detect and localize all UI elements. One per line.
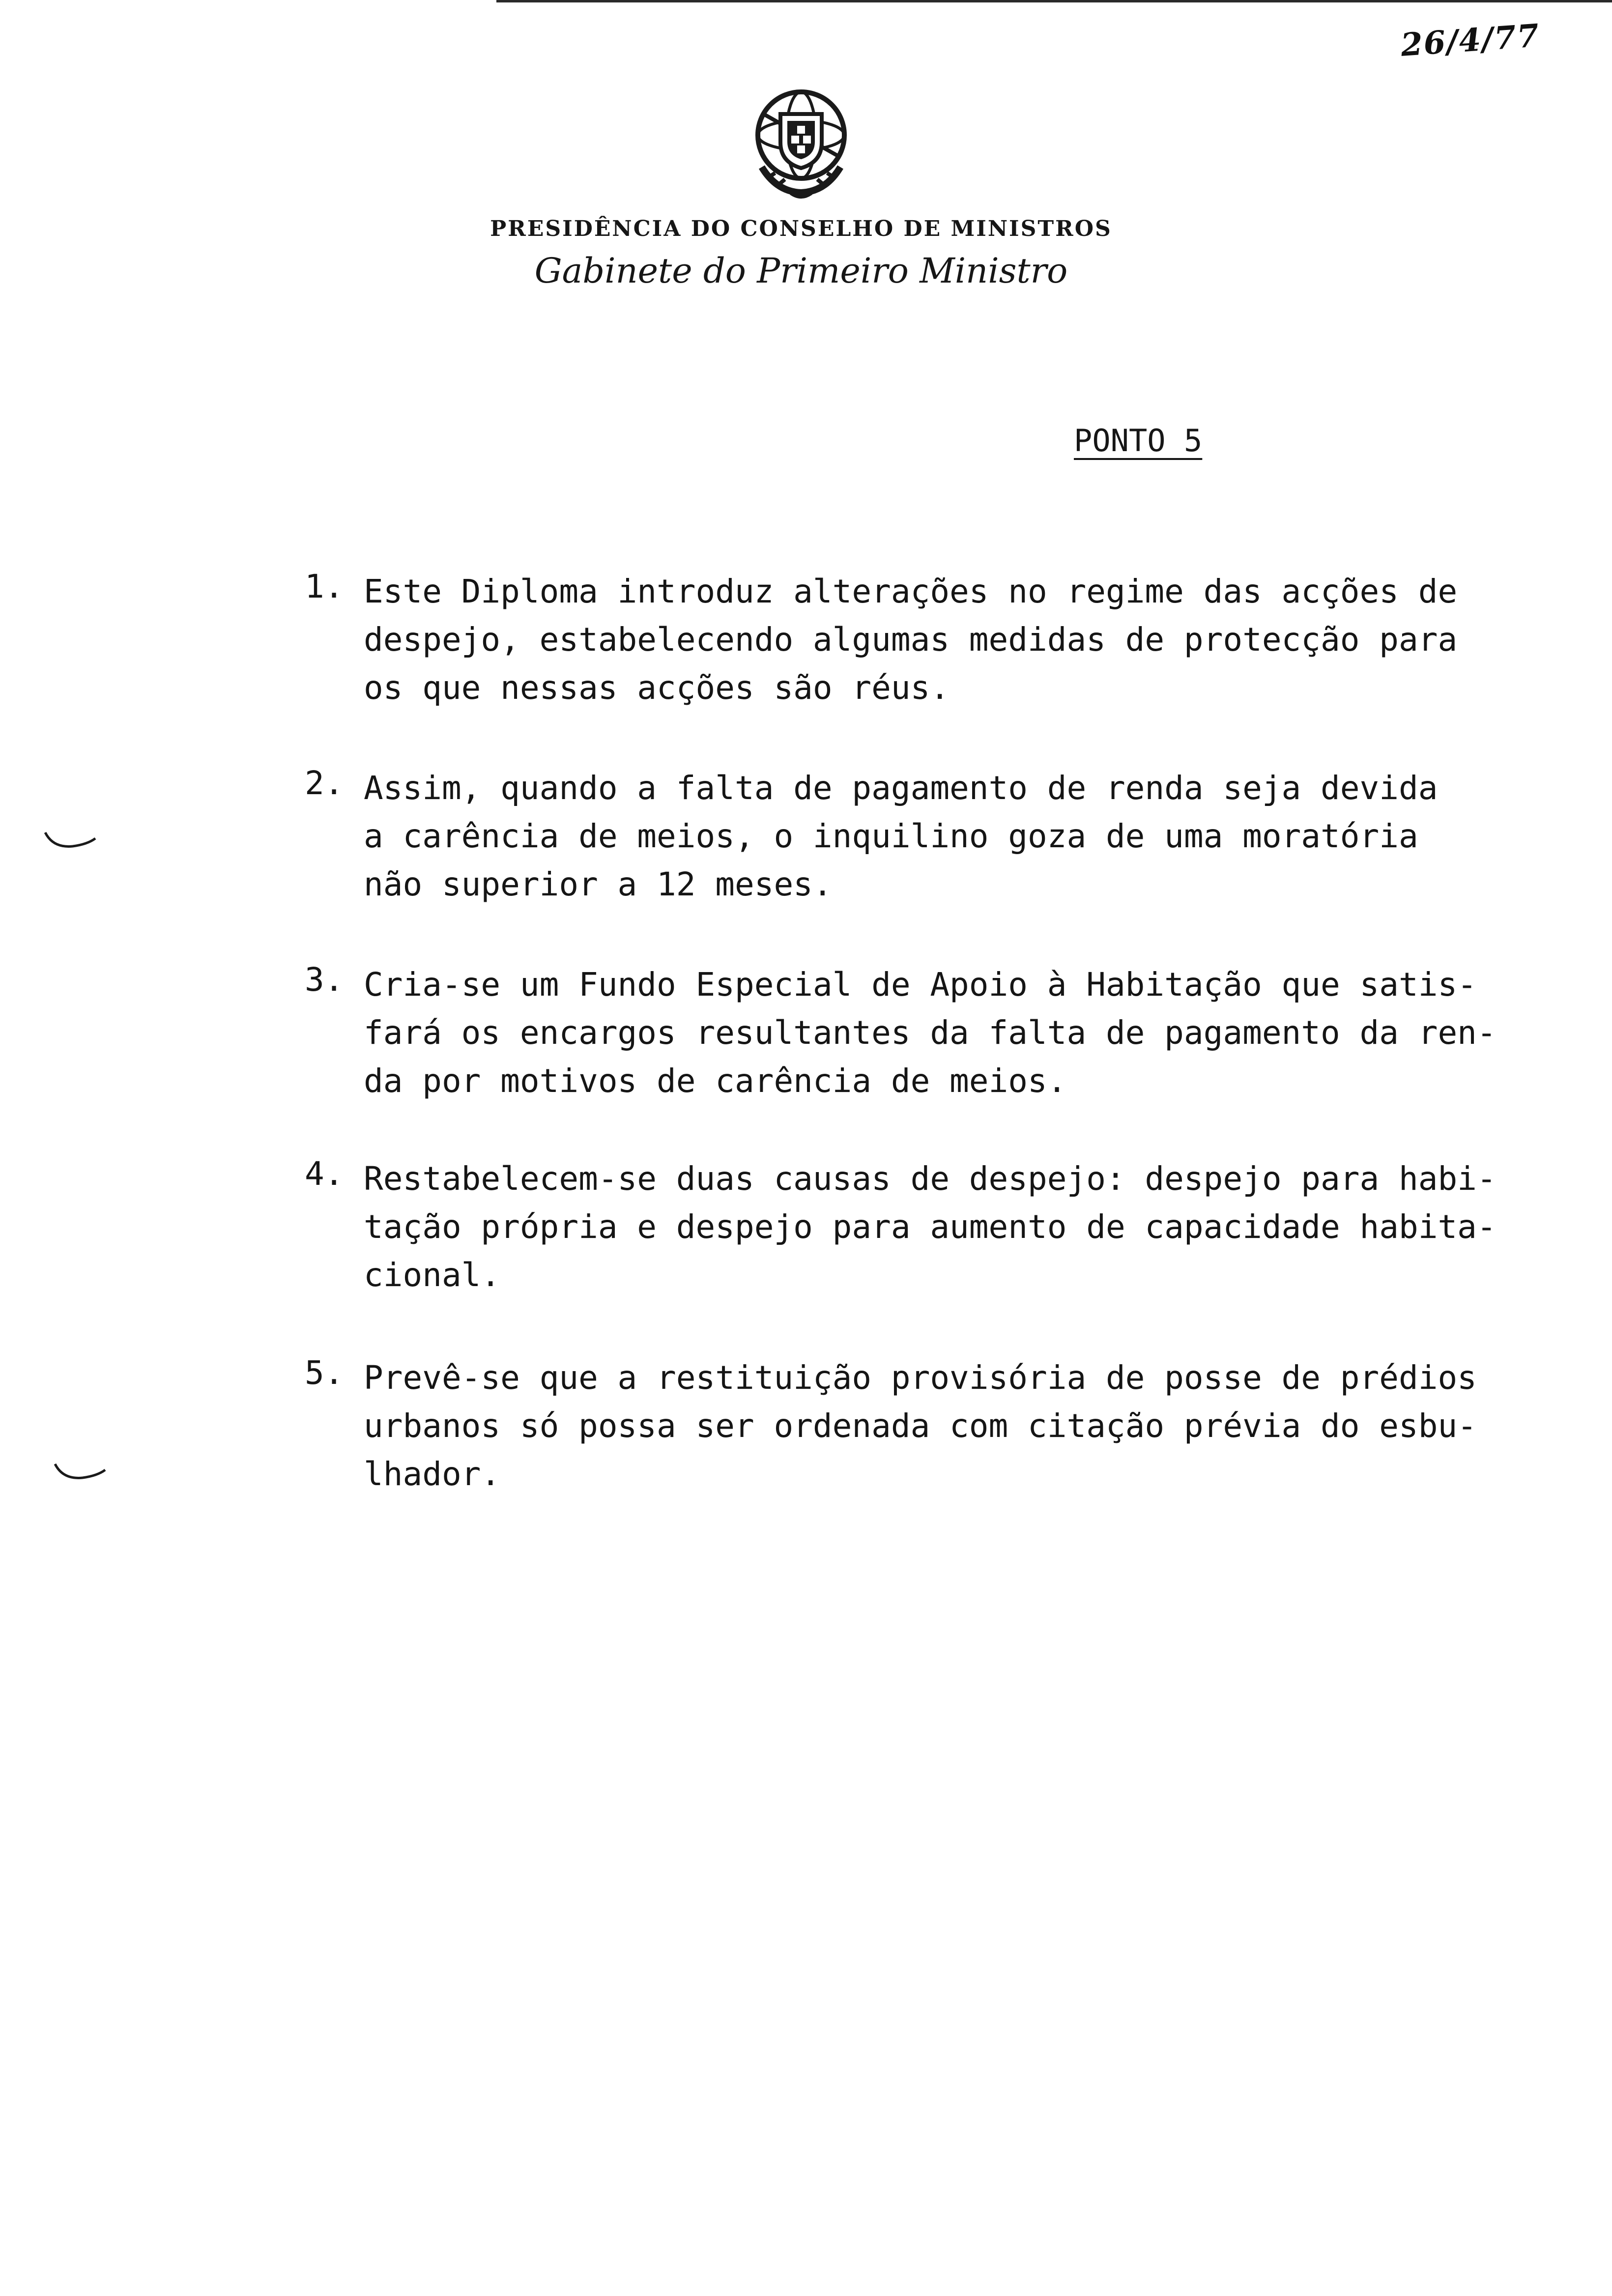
coat-of-arms-icon — [742, 84, 860, 201]
point-line: fará os encargos resultantes da falta de pagamento da ren- — [364, 1014, 1497, 1052]
point-line: Prevê-se que a restituição provisória de posse de prédios — [364, 1359, 1477, 1397]
ponto-label: PONTO 5 — [1074, 423, 1203, 459]
point-line: Restabelecem-se duas causas de despejo: despejo para habi- — [364, 1160, 1497, 1198]
letterhead-title: PRESIDÊNCIA DO CONSELHO DE MINISTROS — [490, 216, 1112, 241]
point-line: tação própria e despejo para aumento de capacidade habita- — [364, 1208, 1497, 1246]
point-line: da por motivos de carência de meios. — [364, 1062, 1067, 1100]
point-line: lhador. — [364, 1455, 501, 1493]
point-line: Cria-se um Fundo Especial de Apoio à Habitação que satis- — [364, 966, 1477, 1004]
point-number: 5. — [305, 1354, 344, 1392]
point-item — [305, 1155, 1524, 1299]
point-item — [305, 764, 1524, 909]
margin-mark-icon — [53, 1462, 107, 1482]
handwritten-date: 26/4/77 — [1399, 17, 1541, 64]
point-line: cional. — [364, 1256, 501, 1294]
point-item — [305, 961, 1524, 1105]
point-item — [305, 568, 1524, 712]
point-number: 2. — [305, 764, 344, 802]
point-line: Assim, quando a falta de pagamento de renda seja devida — [364, 769, 1438, 807]
point-line: a carência de meios, o inquilino goza de uma moratória — [364, 817, 1418, 855]
point-number: 3. — [305, 961, 344, 999]
point-line: despejo, estabelecendo algumas medidas de protecção para — [364, 621, 1458, 659]
point-item — [305, 1354, 1524, 1498]
point-number: 1. — [305, 568, 344, 605]
margin-mark-icon — [43, 831, 97, 850]
letterhead-subtitle: Gabinete do Primeiro Ministro — [534, 251, 1068, 291]
top-rule — [496, 0, 1612, 2]
point-line: os que nessas acções são réus. — [364, 669, 950, 707]
point-number: 4. — [305, 1155, 344, 1193]
point-line: não superior a 12 meses. — [364, 865, 833, 903]
point-line: Este Diploma introduz alterações no regime das acções de — [364, 573, 1458, 610]
point-line: urbanos só possa ser ordenada com citação prévia do esbu- — [364, 1407, 1477, 1445]
